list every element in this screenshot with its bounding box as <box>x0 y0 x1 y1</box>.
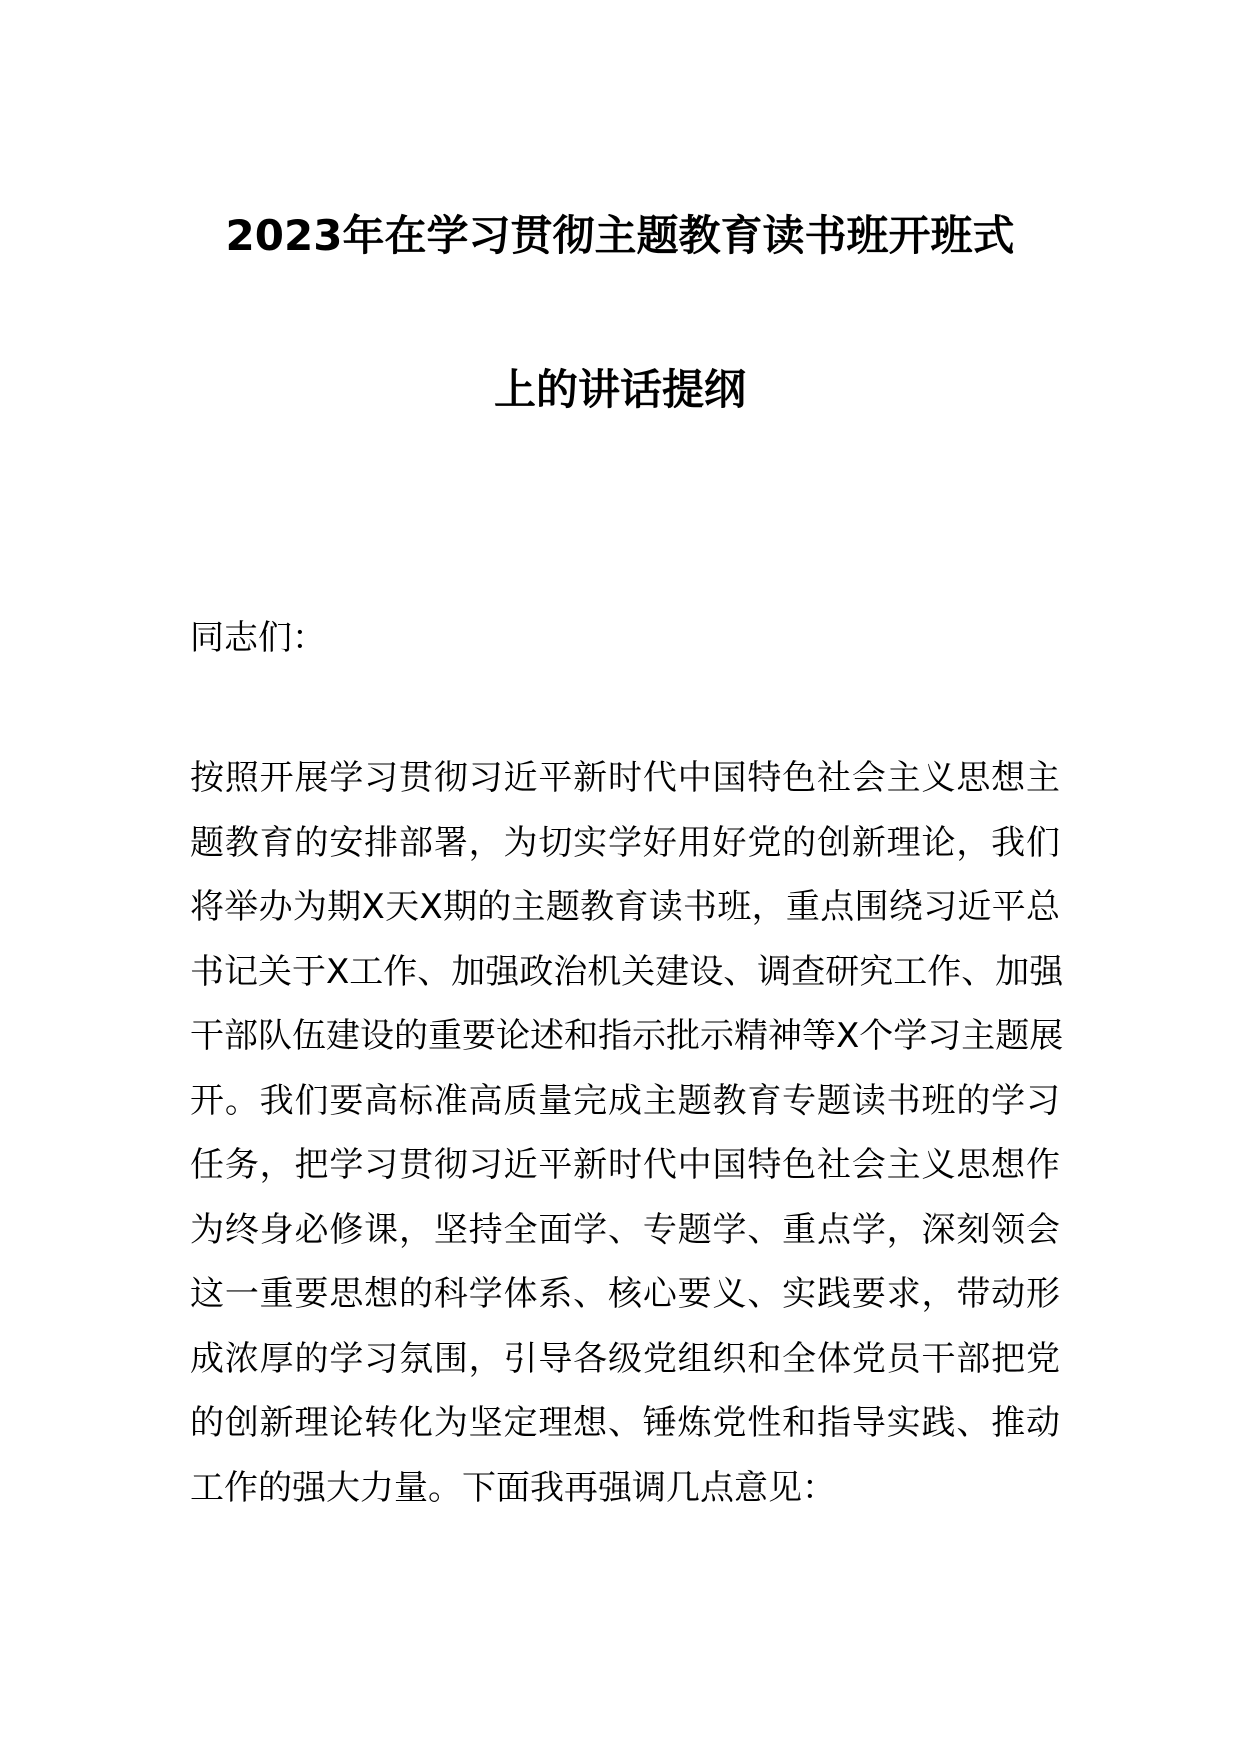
body-line: 这一重要思想的科学体系、核心要义、实践要求，带动形 <box>190 1274 1060 1314</box>
salutation: 同志们： <box>190 618 326 658</box>
body-paragraph <box>190 746 1064 1520</box>
body-line: 书记关于X工作、加强政治机关建设、调查研究工作、加强 <box>190 951 1064 992</box>
body-line: 的创新理论转化为坚定理想、锤炼党性和指导实践、推动 <box>190 1403 1060 1443</box>
body-line: 按照开展学习贯彻习近平新时代中国特色社会主义思想主 <box>190 758 1060 798</box>
body-line: 工作的强大力量。下面我再强调几点意见： <box>190 1467 836 1508</box>
body-line: 任务，把学习贯彻习近平新时代中国特色社会主义思想作 <box>190 1145 1060 1185</box>
document-title-line-2: 上的讲话提纲 <box>493 365 746 414</box>
body-line: 成浓厚的学习氛围，引导各级党组织和全体党员干部把党 <box>190 1338 1060 1379</box>
body-line: 开。我们要高标准高质量完成主题教育专题读书班的学习 <box>190 1080 1060 1121</box>
document-title-line-1: 2023年在学习贯彻主题教育读书班开班式 <box>225 211 1015 260</box>
body-line: 题教育的安排部署，为切实学好用好党的创新理论，我们 <box>190 822 1060 863</box>
body-line: 将举办为期X天X期的主题教育读书班，重点围绕习近平总 <box>190 887 1060 927</box>
body-line: 为终身必修课，坚持全面学、专题学、重点学，深刻领会 <box>190 1209 1060 1250</box>
body-line: 干部队伍建设的重要论述和指示批示精神等X个学习主题展 <box>190 1016 1064 1056</box>
